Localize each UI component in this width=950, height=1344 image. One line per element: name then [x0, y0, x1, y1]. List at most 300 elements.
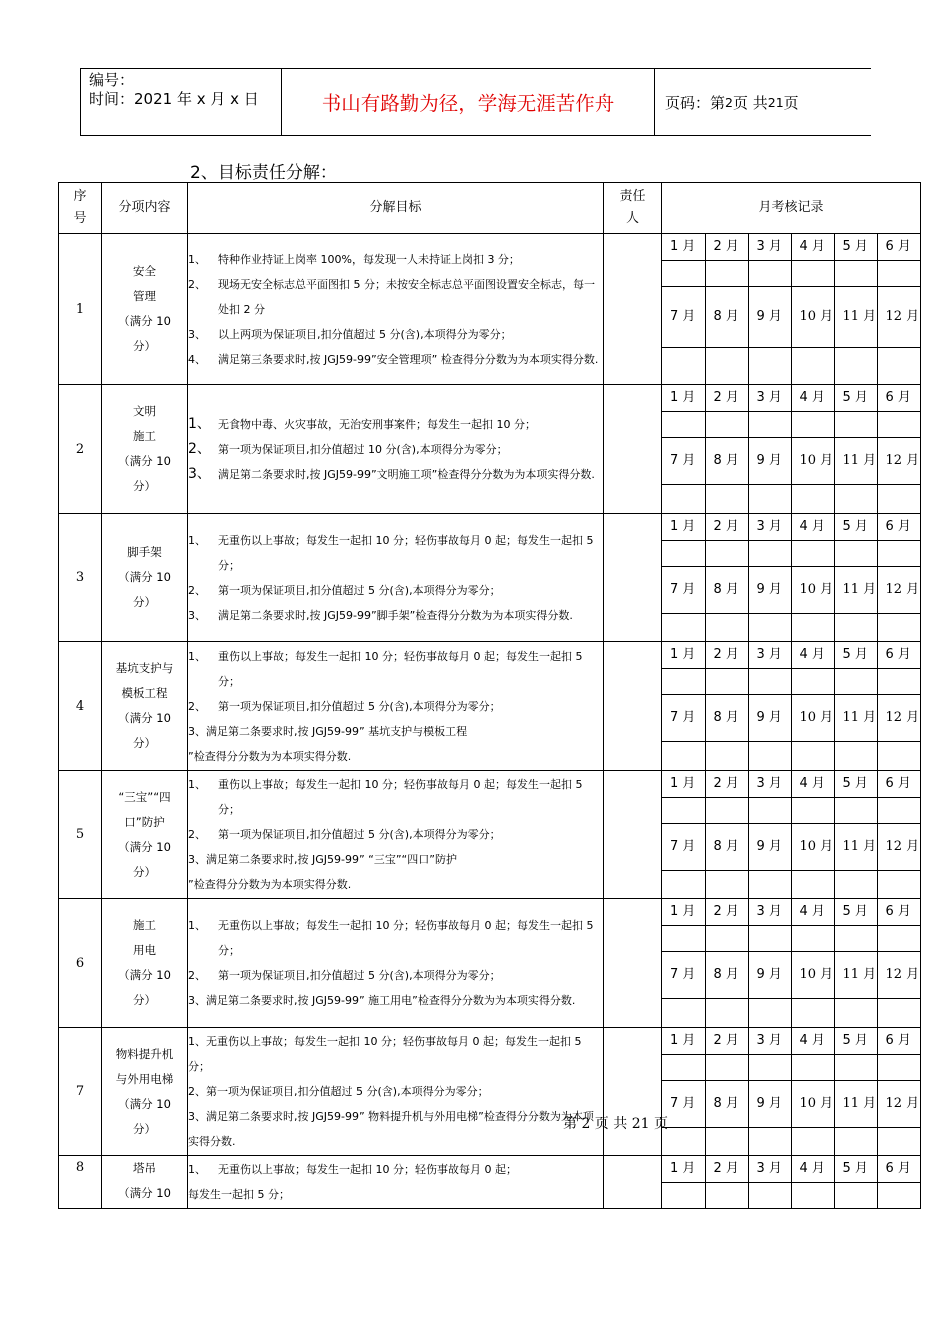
- month-label: 4 月: [791, 642, 834, 668]
- month-label: 11 月: [834, 286, 877, 347]
- month-label: 1 月: [662, 385, 705, 411]
- goal-item-text: 无重伤以上事故；每发生一起扣 10 分；轻伤事故每月 0 起；每发生一起扣 5 分；: [218, 919, 594, 957]
- month-score-cell[interactable]: [705, 1182, 748, 1208]
- category-line: （满分 10: [118, 454, 171, 468]
- table-row: [59, 899, 921, 1028]
- goal-item-marker: 3、: [188, 465, 211, 482]
- month-label: 7 月: [662, 694, 705, 741]
- month-score-cell[interactable]: [748, 1182, 791, 1208]
- monthly-record-grid: [662, 771, 921, 898]
- month-label: 5 月: [834, 642, 877, 668]
- table-row: [59, 385, 921, 514]
- month-score-cell[interactable]: [748, 998, 791, 1027]
- month-score-cell[interactable]: [748, 540, 791, 566]
- month-score-cell[interactable]: [748, 797, 791, 823]
- goal-item-marker: 1、: [188, 649, 206, 663]
- month-label: 4 月: [791, 1156, 834, 1182]
- goal-item: [188, 1029, 603, 1079]
- monthly-record-grid: [662, 514, 921, 641]
- monthly-record-grid: [662, 385, 921, 513]
- month-score-cell[interactable]: [705, 1127, 748, 1155]
- month-label: 6 月: [877, 1156, 921, 1182]
- goal-item-marker: 4、: [188, 352, 206, 366]
- goal-item-text: ”检查得分分数为为本项实得分数.: [188, 749, 352, 763]
- month-label: 12 月: [877, 1080, 921, 1127]
- month-score-cell[interactable]: [662, 668, 705, 694]
- category-line: 与外用电梯: [115, 1071, 174, 1086]
- month-label: 8 月: [705, 286, 748, 347]
- month-score-cell[interactable]: [834, 347, 877, 384]
- row-number: 7: [59, 1028, 102, 1156]
- month-label: 2 月: [705, 385, 748, 411]
- goal-item: [188, 603, 603, 628]
- goal-item-text: 第一项为保证项目,扣分值超过 5 分(含),本项得分为零分；: [206, 1085, 489, 1098]
- month-label: 5 月: [834, 899, 877, 925]
- month-label: 6 月: [877, 771, 921, 797]
- goal-item-marker: 3、: [188, 994, 206, 1007]
- goal-item: [188, 1079, 603, 1104]
- goal-item: [188, 719, 603, 744]
- goal-item: [188, 437, 603, 462]
- month-score-cell[interactable]: [705, 741, 748, 770]
- month-score-cell[interactable]: [705, 998, 748, 1027]
- month-label: 9 月: [748, 694, 791, 741]
- month-score-cell[interactable]: [834, 797, 877, 823]
- month-score-cell[interactable]: [662, 925, 705, 951]
- document-header: [80, 68, 871, 136]
- goal-item-text: 满足第二条要求时,按 JGJ59-99” 基坑支护与模板工程: [206, 724, 468, 738]
- month-score-cell[interactable]: [748, 613, 791, 641]
- col-goal-header: 分解目标: [188, 183, 604, 234]
- responsible-person-cell[interactable]: [604, 899, 662, 1028]
- month-label: 9 月: [748, 437, 791, 484]
- category-line: 分）: [133, 1121, 156, 1136]
- month-score-cell[interactable]: [834, 741, 877, 770]
- month-label: 2 月: [705, 771, 748, 797]
- month-label: 3 月: [748, 771, 791, 797]
- month-score-cell[interactable]: [877, 260, 921, 286]
- month-score-cell[interactable]: [877, 347, 921, 384]
- month-score-cell[interactable]: [748, 668, 791, 694]
- goal-item-marker: 2、: [188, 969, 206, 982]
- month-score-cell[interactable]: [877, 540, 921, 566]
- goal-item: [188, 772, 603, 822]
- month-score-cell[interactable]: [791, 411, 834, 437]
- month-label: 10 月: [791, 1080, 834, 1127]
- month-score-cell[interactable]: [791, 1054, 834, 1080]
- row-number: 5: [59, 771, 102, 899]
- month-score-cell[interactable]: [748, 870, 791, 898]
- month-score-cell[interactable]: [834, 540, 877, 566]
- month-score-cell[interactable]: [834, 1182, 877, 1208]
- monthly-record-grid: [662, 642, 921, 770]
- category-cell: [102, 1156, 188, 1209]
- category-cell: [102, 899, 188, 1028]
- page-current: 2: [725, 94, 733, 110]
- month-label: 5 月: [834, 385, 877, 411]
- month-score-cell[interactable]: [705, 347, 748, 384]
- month-label: 8 月: [705, 823, 748, 870]
- month-label: 4 月: [791, 514, 834, 540]
- category-line: （满分 10: [118, 968, 171, 982]
- goal-cell: [188, 514, 604, 642]
- month-label: 9 月: [748, 951, 791, 998]
- month-score-cell[interactable]: [662, 1182, 705, 1208]
- month-score-cell[interactable]: [834, 668, 877, 694]
- month-score-cell[interactable]: [705, 668, 748, 694]
- monthly-record-cell: [662, 234, 921, 385]
- month-score-cell[interactable]: [834, 1054, 877, 1080]
- month-score-cell[interactable]: [834, 870, 877, 898]
- month-label: 4 月: [791, 899, 834, 925]
- month-label: 11 月: [834, 823, 877, 870]
- month-score-cell[interactable]: [791, 484, 834, 513]
- month-label: 10 月: [791, 566, 834, 613]
- category-cell: [102, 514, 188, 642]
- goal-item-marker: 2、: [188, 828, 206, 841]
- goal-item-marker: 2、: [188, 699, 206, 713]
- monthly-record-grid: [662, 899, 921, 1027]
- month-score-cell[interactable]: [662, 797, 705, 823]
- month-label: 1 月: [662, 1028, 705, 1054]
- month-score-cell[interactable]: [705, 925, 748, 951]
- goal-item-text: 满足第二条要求时,按 JGJ59-99” “三宝”“四口”防护: [206, 853, 457, 866]
- month-score-cell[interactable]: [705, 1054, 748, 1080]
- month-label: 3 月: [748, 234, 791, 260]
- month-score-cell[interactable]: [877, 925, 921, 951]
- goal-item-marker: 1、: [188, 415, 211, 432]
- month-label: 11 月: [834, 437, 877, 484]
- month-label: 11 月: [834, 566, 877, 613]
- month-label: 7 月: [662, 823, 705, 870]
- month-label: 7 月: [662, 951, 705, 998]
- goal-cell: [188, 899, 604, 1028]
- month-label: 10 月: [791, 694, 834, 741]
- goal-item-marker: 2、: [188, 1085, 206, 1098]
- month-label: 3 月: [748, 899, 791, 925]
- month-label: 12 月: [877, 566, 921, 613]
- monthly-record-cell: [662, 642, 921, 771]
- month-label: 1 月: [662, 1156, 705, 1182]
- header-page-info: [655, 69, 871, 135]
- month-score-cell[interactable]: [748, 1127, 791, 1155]
- month-label: 9 月: [748, 286, 791, 347]
- month-score-cell[interactable]: [834, 260, 877, 286]
- number-label: 编号：: [89, 71, 135, 89]
- month-score-cell[interactable]: [791, 741, 834, 770]
- table-row: [59, 514, 921, 642]
- goal-item-text: 无重伤以上事故；每发生一起扣 10 分；轻伤事故每月 0 起；每发生一起扣 5 分；: [188, 1035, 582, 1073]
- responsible-person-cell[interactable]: [604, 1156, 662, 1209]
- category-line: “三宝”“四: [118, 789, 171, 804]
- row-number: 8: [59, 1156, 102, 1209]
- responsible-person-cell[interactable]: [604, 385, 662, 514]
- month-score-cell[interactable]: [877, 411, 921, 437]
- month-score-cell[interactable]: [748, 484, 791, 513]
- goal-item: [188, 963, 603, 988]
- goal-item-text: 满足第二条要求时,按 JGJ59-99” 施工用电”检查得分分数为为本项实得分数.: [206, 994, 576, 1007]
- month-label: 5 月: [834, 1028, 877, 1054]
- goal-item-text: 重伤以上事故；每发生一起扣 10 分；轻伤事故每月 0 起；每发生一起扣 5 分；: [218, 778, 583, 816]
- goal-item-marker: 1、: [188, 778, 206, 791]
- month-score-cell[interactable]: [877, 613, 921, 641]
- goal-item: [188, 528, 603, 578]
- page-footer: 第 2 页 共 21 页: [563, 1116, 668, 1132]
- goal-item-text: 特种作业持证上岗率 100%，每发现一人未持证上岗扣 3 分；: [218, 252, 520, 266]
- page-total: 21: [767, 94, 784, 110]
- category-line: 口”防护: [124, 814, 165, 829]
- month-label: 10 月: [791, 286, 834, 347]
- goal-cell: [188, 771, 604, 899]
- month-label: 2 月: [705, 899, 748, 925]
- table-header-row: [59, 183, 921, 234]
- header-meta: [81, 69, 282, 135]
- time-label: 时间：2021 年 x 月 x 日: [89, 90, 259, 108]
- month-label: 2 月: [705, 514, 748, 540]
- month-score-cell[interactable]: [705, 613, 748, 641]
- month-label: 6 月: [877, 642, 921, 668]
- month-label: 3 月: [748, 514, 791, 540]
- responsible-person-cell[interactable]: [604, 234, 662, 385]
- month-score-cell[interactable]: [834, 1127, 877, 1155]
- month-label: 6 月: [877, 234, 921, 260]
- table-row: [59, 1156, 921, 1209]
- col-seq-header: 序号: [59, 183, 102, 234]
- month-score-cell[interactable]: [877, 1182, 921, 1208]
- month-label: 3 月: [748, 1156, 791, 1182]
- month-label: 8 月: [705, 694, 748, 741]
- month-label: 2 月: [705, 642, 748, 668]
- monthly-record-grid: [662, 1156, 921, 1208]
- month-score-cell[interactable]: [748, 1054, 791, 1080]
- responsible-person-cell[interactable]: [604, 771, 662, 899]
- goal-item-text: ”检查得分分数为为本项实得分数.: [188, 878, 352, 891]
- month-score-cell[interactable]: [662, 411, 705, 437]
- row-number: 2: [59, 385, 102, 514]
- goal-item-marker: 3、: [188, 327, 206, 341]
- goal-item: [188, 694, 603, 719]
- month-score-cell[interactable]: [791, 668, 834, 694]
- month-score-cell[interactable]: [791, 540, 834, 566]
- category-cell: [102, 1028, 188, 1156]
- month-label: 9 月: [748, 1080, 791, 1127]
- table-row: [59, 234, 921, 385]
- month-label: 5 月: [834, 1156, 877, 1182]
- month-score-cell[interactable]: [662, 540, 705, 566]
- month-score-cell[interactable]: [877, 741, 921, 770]
- month-score-cell[interactable]: [705, 870, 748, 898]
- goal-item: [188, 822, 603, 847]
- month-label: 11 月: [834, 1080, 877, 1127]
- goal-item-text: 第一项为保证项目,扣分值超过 5 分(含),本项得分为零分；: [218, 969, 501, 982]
- month-label: 12 月: [877, 286, 921, 347]
- month-score-cell[interactable]: [705, 411, 748, 437]
- month-score-cell[interactable]: [791, 613, 834, 641]
- month-label: 1 月: [662, 771, 705, 797]
- goal-item-marker: 3、: [188, 1110, 206, 1123]
- monthly-record-cell: [662, 1156, 921, 1209]
- month-label: 8 月: [705, 951, 748, 998]
- month-score-cell[interactable]: [748, 925, 791, 951]
- monthly-record-cell: [662, 1028, 921, 1156]
- goal-item: [188, 847, 603, 872]
- month-score-cell[interactable]: [791, 797, 834, 823]
- month-score-cell[interactable]: [791, 925, 834, 951]
- month-label: 12 月: [877, 823, 921, 870]
- month-label: 11 月: [834, 694, 877, 741]
- month-label: 6 月: [877, 514, 921, 540]
- goal-item-text: 满足第二条要求时,按 JGJ59-99”文明施工项”检查得分分数为为本项实得分数.: [218, 467, 595, 481]
- category-line: 管理: [133, 289, 156, 303]
- category-line: 用电: [133, 943, 156, 957]
- month-score-cell[interactable]: [662, 260, 705, 286]
- month-score-cell[interactable]: [662, 484, 705, 513]
- goal-cell: [188, 385, 604, 514]
- month-label: 12 月: [877, 437, 921, 484]
- month-label: 4 月: [791, 771, 834, 797]
- month-label: 10 月: [791, 951, 834, 998]
- category-line: 施工: [133, 918, 156, 932]
- month-label: 3 月: [748, 385, 791, 411]
- month-score-cell[interactable]: [877, 1127, 921, 1155]
- month-score-cell[interactable]: [834, 613, 877, 641]
- month-score-cell[interactable]: [662, 1127, 705, 1155]
- month-score-cell[interactable]: [834, 925, 877, 951]
- goal-item-marker: 3、: [188, 608, 206, 622]
- category-line: 脚手架: [127, 545, 162, 559]
- monthly-record-grid: [662, 234, 921, 384]
- month-label: 4 月: [791, 234, 834, 260]
- page-label-suffix: 页: [783, 93, 799, 112]
- goal-item-text: 每发生一起扣 5 分；: [188, 1188, 290, 1201]
- month-score-cell[interactable]: [834, 998, 877, 1027]
- responsible-person-cell[interactable]: [604, 514, 662, 642]
- col-item-header: 分项内容: [102, 183, 188, 234]
- month-score-cell[interactable]: [877, 998, 921, 1027]
- goal-item: [188, 1104, 603, 1154]
- row-number: 4: [59, 642, 102, 771]
- month-score-cell[interactable]: [705, 540, 748, 566]
- category-line: 分）: [133, 864, 156, 879]
- month-label: 6 月: [877, 385, 921, 411]
- goal-item: [188, 578, 603, 603]
- month-label: 12 月: [877, 951, 921, 998]
- goal-item-marker: 1、: [188, 533, 206, 547]
- category-line: 塔吊: [133, 1161, 156, 1175]
- header-motto: 书山有路勤为径，学海无涯苦作舟: [282, 69, 655, 135]
- category-line: 分）: [133, 479, 156, 493]
- goal-item-text: 满足第二条要求时,按 JGJ59-99” 物料提升机与外用电梯”检查得分分数为为本项实得分数.: [188, 1110, 594, 1148]
- month-score-cell[interactable]: [877, 484, 921, 513]
- month-score-cell[interactable]: [791, 347, 834, 384]
- goal-item: [188, 744, 603, 769]
- month-score-cell[interactable]: [748, 260, 791, 286]
- month-score-cell[interactable]: [748, 741, 791, 770]
- month-score-cell[interactable]: [791, 260, 834, 286]
- category-line: （满分 10: [118, 1096, 171, 1111]
- month-label: 2 月: [705, 234, 748, 260]
- month-score-cell[interactable]: [791, 1182, 834, 1208]
- table-row: [59, 1028, 921, 1156]
- month-score-cell[interactable]: [705, 260, 748, 286]
- section-title: 2、目标责任分解：: [190, 163, 337, 183]
- month-score-cell[interactable]: [662, 613, 705, 641]
- category-line: 分）: [133, 993, 156, 1007]
- goal-cell: [188, 642, 604, 771]
- row-number: 1: [59, 234, 102, 385]
- month-label: 8 月: [705, 1080, 748, 1127]
- goal-item-marker: 3、: [188, 853, 206, 866]
- responsible-person-cell[interactable]: [604, 1028, 662, 1156]
- goal-item-text: 无食物中毒、火灾事故，无治安刑事案件；每发生一起扣 10 分；: [218, 417, 536, 431]
- category-line: 基坑支护与: [115, 661, 174, 675]
- category-line: （满分 10: [118, 839, 171, 854]
- category-line: 模板工程: [121, 686, 168, 700]
- month-score-cell[interactable]: [662, 870, 705, 898]
- month-score-cell[interactable]: [748, 411, 791, 437]
- goal-item-text: 无重伤以上事故；每发生一起扣 10 分；轻伤事故每月 0 起；: [218, 1163, 517, 1176]
- goal-item: [188, 322, 603, 347]
- goal-cell: [188, 234, 604, 385]
- category-line: （满分 10: [118, 314, 171, 328]
- table-row: [59, 642, 921, 771]
- category-line: 施工: [133, 429, 156, 443]
- month-score-cell[interactable]: [834, 411, 877, 437]
- month-score-cell[interactable]: [877, 668, 921, 694]
- month-label: 1 月: [662, 514, 705, 540]
- month-label: 7 月: [662, 566, 705, 613]
- goal-item-marker: 1、: [188, 252, 206, 266]
- goal-item: [188, 462, 603, 487]
- row-number: 3: [59, 514, 102, 642]
- goal-item-marker: 2、: [188, 583, 206, 597]
- month-label: 3 月: [748, 1028, 791, 1054]
- month-label: 10 月: [791, 823, 834, 870]
- month-score-cell[interactable]: [791, 998, 834, 1027]
- month-label: 7 月: [662, 437, 705, 484]
- month-score-cell[interactable]: [662, 741, 705, 770]
- goal-cell: [188, 1028, 604, 1156]
- month-score-cell[interactable]: [791, 870, 834, 898]
- month-label: 8 月: [705, 566, 748, 613]
- month-score-cell[interactable]: [791, 1127, 834, 1155]
- month-label: 4 月: [791, 1028, 834, 1054]
- month-score-cell[interactable]: [705, 797, 748, 823]
- category-line: 分）: [133, 595, 156, 609]
- month-label: 2 月: [705, 1028, 748, 1054]
- month-label: 7 月: [662, 286, 705, 347]
- month-label: 10 月: [791, 437, 834, 484]
- month-label: 5 月: [834, 234, 877, 260]
- month-label: 9 月: [748, 566, 791, 613]
- month-score-cell[interactable]: [877, 1054, 921, 1080]
- month-score-cell[interactable]: [877, 797, 921, 823]
- goal-item-text: 满足第三条要求时,按 JGJ59-99”安全管理项” 检查得分分数为为本项实得分数.: [218, 352, 599, 366]
- goal-item-text: 满足第二条要求时,按 JGJ59-99”脚手架”检查得分分数为为本项实得分数.: [218, 608, 573, 622]
- responsible-person-cell[interactable]: [604, 642, 662, 771]
- month-score-cell[interactable]: [662, 1054, 705, 1080]
- month-label: 1 月: [662, 234, 705, 260]
- goal-item: [188, 272, 603, 322]
- month-score-cell[interactable]: [662, 347, 705, 384]
- month-score-cell[interactable]: [834, 484, 877, 513]
- monthly-record-grid: [662, 1028, 921, 1155]
- category-line: 分）: [133, 339, 156, 353]
- month-score-cell[interactable]: [662, 998, 705, 1027]
- month-score-cell[interactable]: [705, 484, 748, 513]
- month-score-cell[interactable]: [877, 870, 921, 898]
- month-score-cell[interactable]: [748, 347, 791, 384]
